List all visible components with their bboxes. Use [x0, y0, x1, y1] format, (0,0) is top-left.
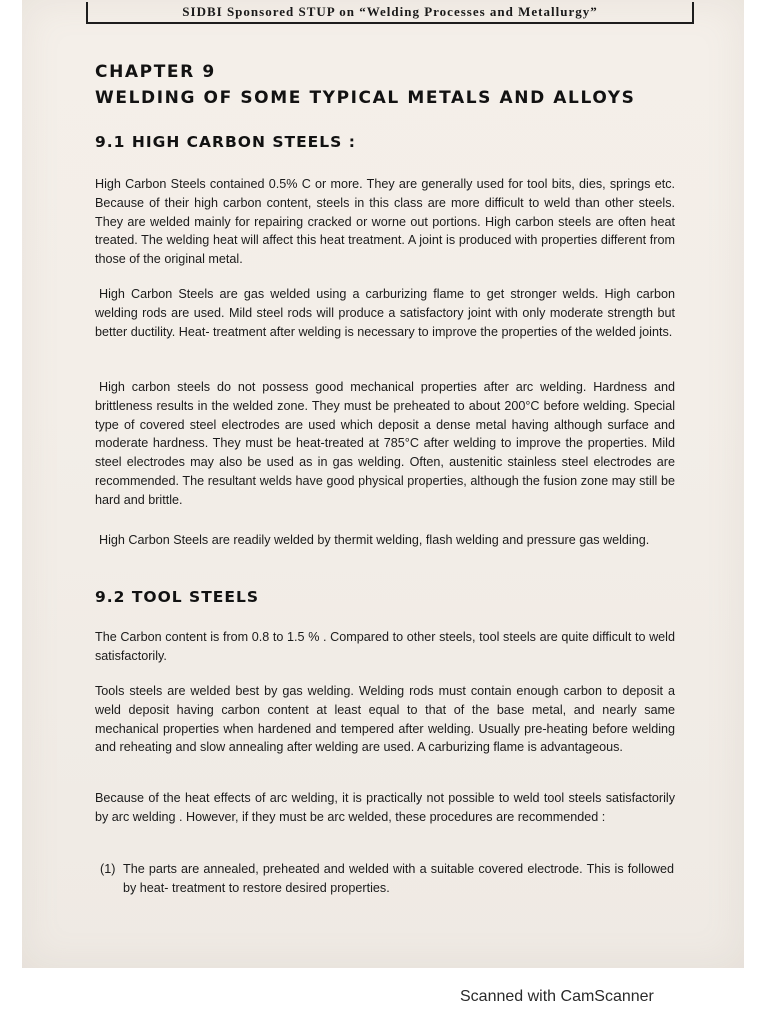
paragraph: High Carbon Steels are gas welded using a carburizing flame to get stronger welds. High carbon welding rods are used. Mild steel rods will produce a satisfactory joint with only moderate strength but better ductility. Heat- treatment after welding is necessary to improve the properties of the welded joints. — [95, 287, 675, 339]
section-heading-high-carbon: 9.1 HIGH CARBON STEELS : — [95, 133, 356, 151]
paragraph: High carbon steels do not possess good mechanical properties after arc welding. Hardness and brittleness results in the welded zone. They must be preheated to about 200°C before welding. Special type of covered steel electrodes are used which deposit a dense metal having although surface and moderate hardness. They must be heat-treated at 785°C after welding to improve the properties. Mild steel electrodes may also be used as in gas welding. Often, austenitic stainless steel electrodes are recommended. The resultant welds have good physical properties, although the fusion zone may still be hard and brittle. — [95, 380, 675, 507]
paragraph: High Carbon Steels are readily welded by thermit welding, flash welding and pressure gas welding. — [99, 533, 650, 547]
paragraph: High Carbon Steels contained 0.5% C or more. They are generally used for tool bits, dies, springs etc. Because of their high carbon content, steels in this class are more difficult to weld than other steels. They are welded mainly for repairing cracked or worne out portions. High carbon steels are often heat treated. The welding heat will affect this heat treatment. A joint is produced with properties different from those of the original metal. — [95, 177, 675, 267]
running-header: SIDBI Sponsored STUP on “Welding Processes and Metallurgy” — [86, 2, 694, 24]
paragraph: The Carbon content is from 0.8 to 1.5 % . Compared to other steels, tool steels are quite difficult to weld satisfactorily. — [95, 630, 675, 663]
list-item-number: (1) — [100, 862, 116, 876]
paragraph: Tools steels are welded best by gas welding. Welding rods must contain enough carbon to deposit a weld deposit having carbon content at least equal to that of the base metal, and nearly same mechanical properties when hardened and tempered after welding. Usually pre-heating before welding and reheating and slow annealing after welding are used. A carburizing flame is advantageous. — [95, 684, 675, 755]
list-item — [100, 860, 674, 898]
paragraph: Because of the heat effects of arc welding, it is practically not possible to weld tool steels satisfactorily by arc welding . However, if they must be arc welded, these procedures are recommended : — [95, 791, 675, 824]
chapter-number: CHAPTER 9 — [95, 62, 216, 82]
list-item-text: The parts are annealed, preheated and welded with a suitable covered electrode. This is followed by heat- treatment to restore desired properties. — [123, 862, 674, 895]
section-heading-tool-steels: 9.2 TOOL STEELS — [95, 588, 260, 606]
chapter-title: WELDING OF SOME TYPICAL METALS AND ALLOYS — [95, 88, 636, 108]
scanner-watermark: Scanned with CamScanner — [460, 988, 654, 1005]
